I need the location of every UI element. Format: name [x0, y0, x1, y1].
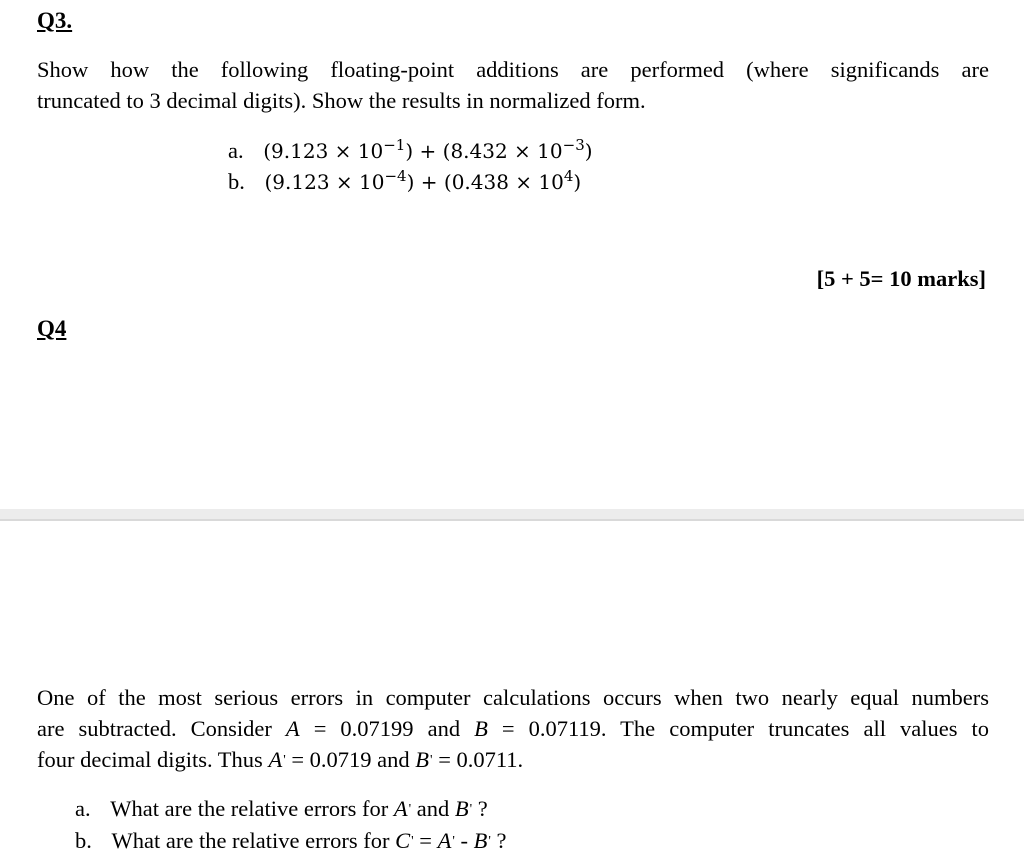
q4-question-a [75, 796, 488, 822]
q4-question-a-label: a. [75, 796, 91, 821]
q3-item-b [228, 169, 581, 195]
q3-item-a-expression: $(9.123 \times 10^{-1}) + (8.432 \times 10^{-3})$ [263, 136, 593, 163]
q3-item-b-expression: $(9.123 \times 10^{-4}) + (0.438 \times 10^4)$ [264, 167, 582, 194]
q4-question-a-text: What are the relative errors for A' and B' ? [110, 796, 488, 821]
q3-paragraph [37, 54, 989, 116]
q4-line2: are subtracted. Consider A = 0.07199 and B = 0.07119. The computer truncates all values to [37, 716, 990, 741]
q4-line3: four decimal digits. Thus A' = 0.0719 and B' = 0.0711. [37, 747, 524, 772]
q3-item-b-label: b. [228, 169, 245, 194]
q3-item-a-label: a. [228, 138, 244, 163]
q4-question-b-label: b. [75, 828, 92, 853]
q4-paragraph [37, 682, 989, 776]
q4-question-b-text: What are the relative errors for C' = A' - B' ? [111, 828, 507, 853]
q3-marks: [5 + 5= 10 marks] [816, 266, 986, 291]
q4-line1: One of the most serious errors in computer calculations occurs when two nearly equal numbers [37, 685, 989, 710]
q4-heading: Q4 [37, 316, 67, 341]
page-break-shadow [0, 509, 1024, 519]
q4-question-b [75, 828, 507, 854]
page-break-divider [0, 519, 1024, 521]
q3-text-line1: Show how the following floating-point additions are performed (where significands are [37, 57, 989, 82]
q3-text-line2: truncated to 3 decimal digits). Show the results in normalized form. [37, 88, 646, 113]
q3-heading: Q3. [37, 8, 73, 33]
q3-item-a [228, 138, 593, 164]
